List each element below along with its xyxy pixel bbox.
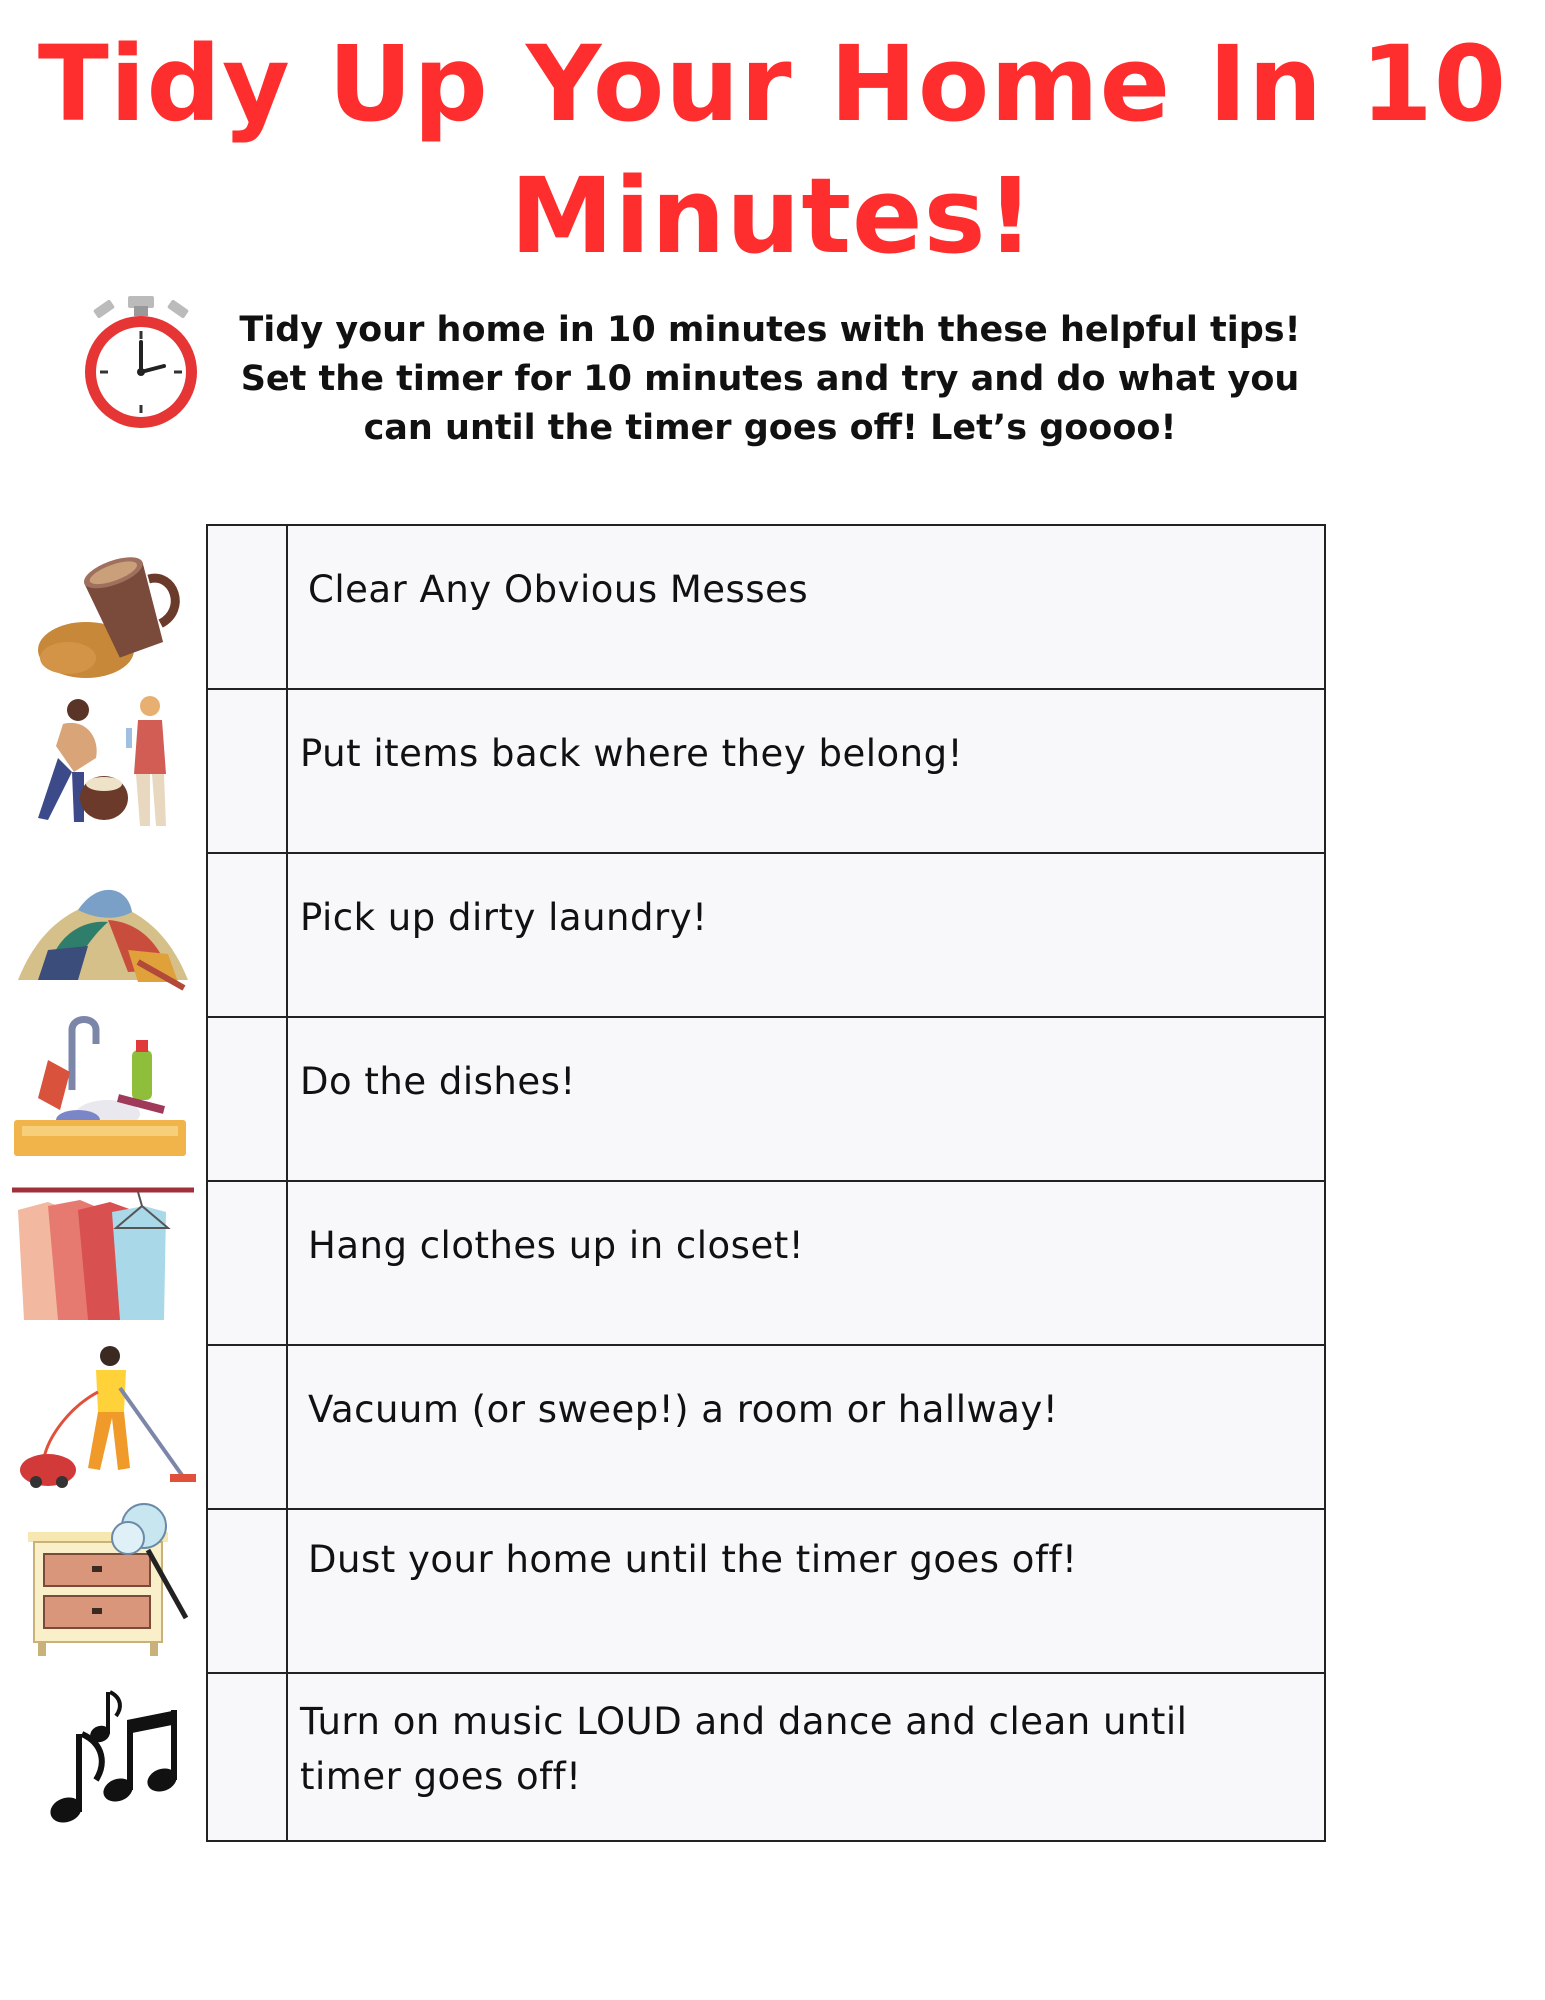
task-label: Vacuum (or sweep!) a room or hallway! bbox=[308, 1388, 1059, 1431]
vacuum-person-icon bbox=[8, 1338, 198, 1498]
task-checkbox[interactable] bbox=[208, 1346, 288, 1508]
task-row bbox=[208, 690, 1324, 854]
task-row bbox=[208, 1018, 1324, 1182]
task-label: Clear Any Obvious Messes bbox=[308, 568, 809, 611]
task-row bbox=[208, 1346, 1324, 1510]
task-checkbox[interactable] bbox=[208, 690, 288, 852]
spilled-mug-icon bbox=[8, 540, 198, 700]
clothes-rack-icon bbox=[8, 1170, 198, 1330]
intro-text: Tidy your home in 10 minutes with these helpful tips! Set the timer for 10 minutes and try and do what you can until the timer goes off! Let’s goooo! bbox=[239, 310, 1301, 448]
task-label: Dust your home until the timer goes off! bbox=[308, 1538, 1078, 1581]
task-label: Pick up dirty laundry! bbox=[300, 896, 708, 939]
sink-dishes-icon bbox=[8, 1010, 198, 1170]
stopwatch-icon bbox=[78, 296, 204, 430]
task-row bbox=[208, 526, 1324, 690]
task-label: Turn on music LOUD and dance and clean until timer goes off! bbox=[300, 1700, 1188, 1798]
task-label: Hang clothes up in closet! bbox=[308, 1224, 805, 1267]
task-row bbox=[208, 1182, 1324, 1346]
task-checkbox[interactable] bbox=[208, 1510, 288, 1672]
task-row bbox=[208, 1674, 1324, 1840]
task-checkbox[interactable] bbox=[208, 1182, 288, 1344]
task-label: Do the dishes! bbox=[300, 1060, 576, 1103]
dresser-duster-icon bbox=[8, 1500, 198, 1660]
task-checkbox[interactable] bbox=[208, 854, 288, 1016]
task-checklist bbox=[206, 524, 1326, 1842]
task-checkbox[interactable] bbox=[208, 1018, 288, 1180]
music-notes-icon bbox=[8, 1686, 198, 1846]
task-label: Put items back where they belong! bbox=[300, 732, 963, 775]
task-checkbox[interactable] bbox=[208, 1674, 288, 1840]
task-checkbox[interactable] bbox=[208, 526, 288, 688]
page-title: Tidy Up Your Home In 10 Minutes! bbox=[37, 23, 1508, 277]
people-tidying-icon bbox=[8, 688, 198, 848]
task-row bbox=[208, 854, 1324, 1018]
laundry-pile-icon bbox=[8, 850, 198, 1010]
task-row bbox=[208, 1510, 1324, 1674]
